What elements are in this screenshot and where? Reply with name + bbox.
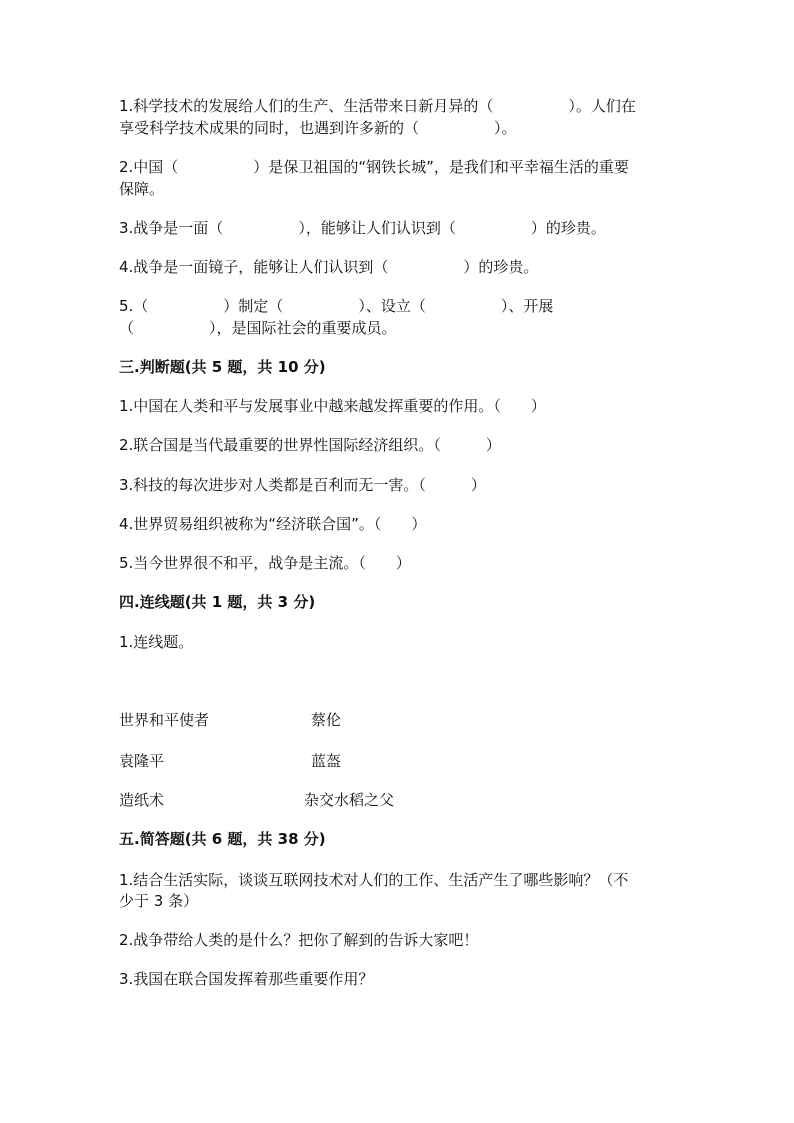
short-answer-question-1-line-1: 1.结合生活实际，谈谈互联网技术对人们的工作、生活产生了哪些影响？（不 — [119, 871, 629, 889]
judgement-question-1: 1.中国在人类和平与发展事业中越来越发挥重要的作用。（ ） — [119, 397, 546, 415]
section-heading-judgement: 三.判断题(共 5 题，共 10 分) — [119, 358, 326, 376]
judgement-question-5: 5.当今世界很不和平，战争是主流。（ ） — [119, 554, 411, 572]
matching-left-item: 造纸术 — [119, 791, 165, 809]
matching-right-item: 杂交水稻之父 — [304, 791, 395, 809]
section-heading-short-answer: 五.简答题(共 6 题，共 38 分) — [119, 830, 326, 848]
judgement-question-3: 3.科技的每次进步对人类都是百利而无一害。（ ） — [119, 476, 486, 494]
matching-question: 1.连线题。 — [119, 633, 194, 651]
fill-question-3: 3.战争是一面（ ），能够让人们认识到（ ）的珍贵。 — [119, 219, 606, 237]
fill-question-1-line-1: 1.科学技术的发展给人们的生产、生活带来日新月异的（ ）。人们在 — [119, 97, 636, 115]
judgement-question-4: 4.世界贸易组织被称为“经济联合国”。（ ） — [119, 515, 427, 533]
fill-question-2-line-1: 2.中国（ ）是保卫祖国的“钢铁长城”，是我们和平幸福生活的重要 — [119, 158, 629, 176]
fill-question-1-line-2: 享受科学技术成果的同时，也遇到许多新的（ ）。 — [119, 119, 517, 137]
fill-question-5-line-1: 5.（ ）制定（ ）、设立（ ）、开展 — [119, 297, 554, 315]
matching-right-item: 蔡伦 — [311, 711, 342, 729]
matching-left-item: 世界和平使者 — [119, 711, 210, 729]
judgement-question-2: 2.联合国是当代最重要的世界性国际经济组织。（ ） — [119, 436, 501, 454]
fill-question-5-line-2: （ ），是国际社会的重要成员。 — [119, 319, 397, 337]
fill-question-2-line-2: 保障。 — [119, 180, 165, 198]
matching-right-item: 蓝盔 — [311, 752, 342, 770]
short-answer-question-1-line-2: 少于 3 条） — [119, 892, 199, 910]
short-answer-question-3: 3.我国在联合国发挥着那些重要作用？ — [119, 970, 374, 988]
matching-left-item: 袁隆平 — [119, 752, 165, 770]
fill-question-4: 4.战争是一面镜子，能够让人们认识到（ ）的珍贵。 — [119, 258, 539, 276]
short-answer-question-2: 2.战争带给人类的是什么？把你了解到的告诉大家吧！ — [119, 931, 479, 949]
section-heading-matching: 四.连线题(共 1 题，共 3 分) — [119, 593, 316, 611]
